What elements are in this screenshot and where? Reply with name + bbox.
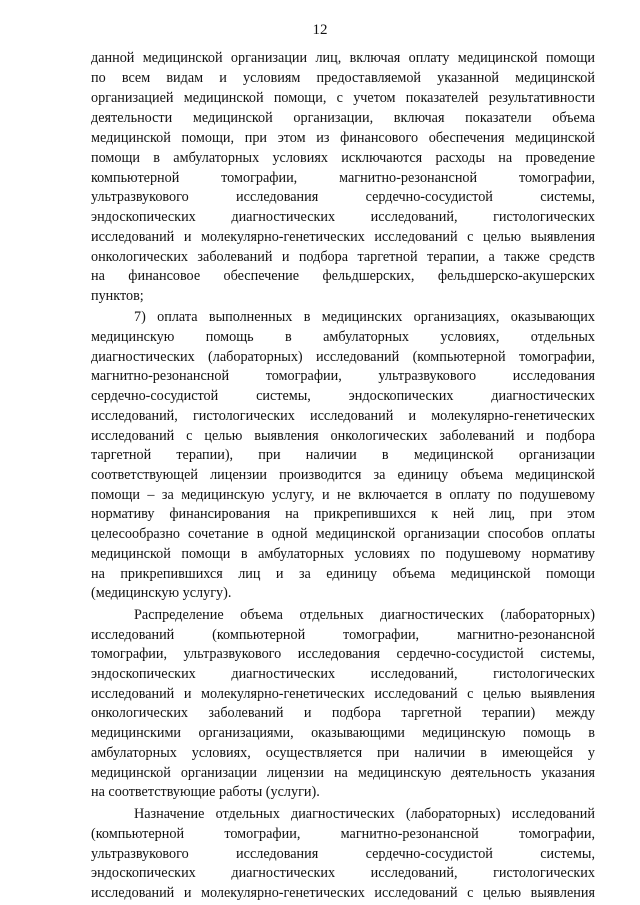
paragraph-first-line: Назначение отдельных диагностических (лабораторных) исследований xyxy=(134,806,595,822)
text-line: эндоскопических диагностических исследований, гистологических xyxy=(91,666,595,682)
text-line: исследований, гистологических исследований и молекулярно-генетических xyxy=(91,408,595,424)
text-line: медицинскими организациями, оказывающими медицинскую помощь в xyxy=(91,725,595,741)
text-line: на финансовое обеспечение фельдшерских, фельдшерско-акушерских xyxy=(91,268,595,284)
text-line: таргетной терапии), при наличии в медицинской организации xyxy=(91,447,595,463)
text-line: компьютерной томографии, магнитно-резонансной томографии, xyxy=(91,170,595,186)
text-line: исследований и молекулярно-генетических исследований с целью выявления xyxy=(91,885,595,901)
paragraph-first-line: Распределение объема отдельных диагностических (лабораторных) xyxy=(134,607,595,623)
text-line: исследований (компьютерной томографии, магнитно-резонансной xyxy=(91,627,595,643)
text-line: сердечно-сосудистой системы, эндоскопических диагностических xyxy=(91,388,595,404)
text-line: эндоскопических диагностических исследований, гистологических xyxy=(91,865,595,881)
text-line: нормативу финансирования на прикрепившихся к ней лиц, при этом xyxy=(91,506,595,522)
text-line: пунктов; xyxy=(91,288,144,304)
text-line: по всем видам и условиям предоставляемой указанной медицинской xyxy=(91,70,595,86)
text-line: соответствующей лицензии производится за единицу объема медицинской xyxy=(91,467,595,483)
text-line: целесообразно сочетание в одной медицинской организации способов оплаты xyxy=(91,526,595,542)
text-line: ультразвукового исследования сердечно-сосудистой системы, xyxy=(91,189,595,205)
text-line: (компьютерной томографии, магнитно-резонансной томографии, xyxy=(91,826,595,842)
text-line: данной медицинской организации лиц, включая оплату медицинской помощи xyxy=(91,50,595,66)
text-line: помощи в амбулаторных условиях исключаются расходы на проведение xyxy=(91,150,595,166)
text-line: помощи – за медицинскую услугу, и не включается в оплату по подушевому xyxy=(91,487,595,503)
text-line: организацией медицинской помощи, с учетом показателей результативности xyxy=(91,90,595,106)
text-line: медицинской помощи, при этом из финансового обеспечения медицинской xyxy=(91,130,595,146)
text-line: амбулаторных условиях, осуществляется при наличии в имеющейся у xyxy=(91,745,595,761)
text-line: на соответствующие работы (услуги). xyxy=(91,784,320,800)
text-line: онкологических заболеваний и подбора таргетной терапии) между xyxy=(91,705,595,721)
text-line: онкологических заболеваний и подбора таргетной терапии, а также средств xyxy=(91,249,595,265)
text-line: деятельности медицинской организации, включая показатели объема xyxy=(91,110,595,126)
text-line: на прикрепившихся лиц и за единицу объема медицинской помощи xyxy=(91,566,595,582)
text-line: исследований и молекулярно-генетических исследований с целью выявления xyxy=(91,686,595,702)
text-line: ультразвукового исследования сердечно-сосудистой системы, xyxy=(91,846,595,862)
text-line: медицинской помощи в амбулаторных условиях по подушевому нормативу xyxy=(91,546,595,562)
text-line: исследований с целью выявления онкологических заболеваний и подбора xyxy=(91,428,595,444)
text-line: магнитно-резонансной томографии, ультразвукового исследования xyxy=(91,368,595,384)
text-line: медицинскую помощь в амбулаторных условиях, отдельных xyxy=(91,329,595,345)
text-line: томографии, ультразвукового исследования сердечно-сосудистой системы, xyxy=(91,646,595,662)
text-line: медицинской организации лицензии на медицинскую деятельность указания xyxy=(91,765,595,781)
text-line: эндоскопических диагностических исследований, гистологических xyxy=(91,209,595,225)
page-number: 12 xyxy=(312,22,328,38)
text-line: исследований и молекулярно-генетических исследований с целью выявления xyxy=(91,229,595,245)
paragraph-first-line: 7) оплата выполненных в медицинских организациях, оказывающих xyxy=(134,309,595,325)
text-line: (медицинскую услугу). xyxy=(91,585,232,601)
text-line: диагностических (лабораторных) исследований (компьютерной томографии, xyxy=(91,349,595,365)
